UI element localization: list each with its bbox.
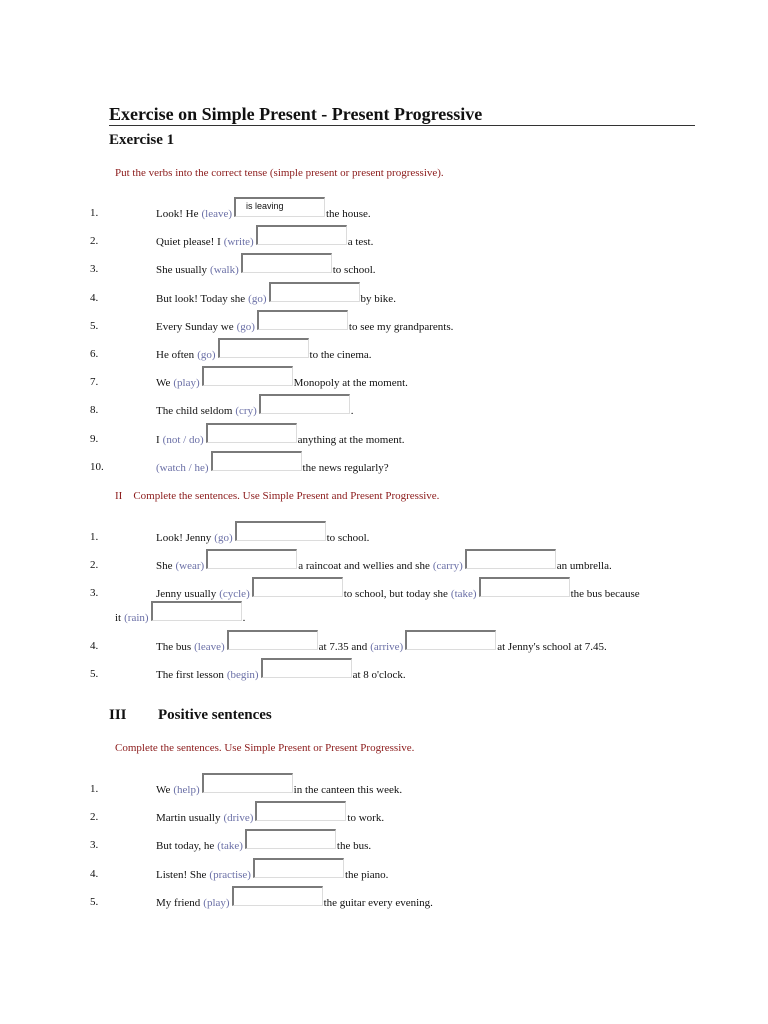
verb-hint: (practise) xyxy=(209,869,251,881)
sentence xyxy=(156,580,640,600)
verb-hint: (take) xyxy=(450,588,477,600)
item-number: 8. xyxy=(90,404,99,416)
sentence-text: Monopoly at the moment. xyxy=(293,377,408,389)
verb-hint: (begin) xyxy=(226,669,259,681)
sentence xyxy=(156,369,408,389)
sentence xyxy=(156,524,369,544)
sentence-text: But look! Today she xyxy=(156,293,246,305)
verb-hint: (play) xyxy=(203,897,230,909)
sentence-text: The bus xyxy=(156,641,192,653)
sentence-text: the piano. xyxy=(344,869,389,881)
item-number: 3. xyxy=(90,839,99,851)
title-underline xyxy=(109,125,695,126)
sentence-text: an umbrella. xyxy=(556,560,612,572)
exercise-2-instruction: II Complete the sentences. Use Simple Present and Present Progressive. xyxy=(115,490,440,502)
ex3-item-3 xyxy=(0,832,768,852)
verb-hint: (not / do) xyxy=(162,434,204,446)
sentence-text: to school, but today she xyxy=(343,588,448,600)
ex2-item-2 xyxy=(0,552,768,572)
sentence-text: to see my grandparents. xyxy=(348,321,454,333)
sentence-text: We xyxy=(156,377,171,389)
ex1-item-7 xyxy=(0,369,768,389)
answer-input[interactable] xyxy=(211,451,302,471)
item-number: 3. xyxy=(90,587,99,599)
answer-input[interactable] xyxy=(257,310,348,330)
ex1-item-3 xyxy=(0,256,768,276)
sentence-text: Every Sunday we xyxy=(156,321,234,333)
ex2-item-5 xyxy=(0,661,768,681)
sentence-text: Jenny usually xyxy=(156,588,217,600)
item-number: 2. xyxy=(90,235,99,247)
sentence xyxy=(156,633,607,653)
item-number: 5. xyxy=(90,320,99,332)
ex2-item-1 xyxy=(0,524,768,544)
answer-input[interactable] xyxy=(151,601,242,621)
verb-hint: (walk) xyxy=(210,264,239,276)
item-number: 2. xyxy=(90,811,99,823)
answer-input[interactable] xyxy=(232,886,323,906)
verb-hint: (drive) xyxy=(223,812,254,824)
answer-input[interactable] xyxy=(269,282,360,302)
sentence-text: Quiet please! I xyxy=(156,236,221,248)
answer-input[interactable] xyxy=(253,858,344,878)
verb-hint: (arrive) xyxy=(370,641,404,653)
verb-hint: (carry) xyxy=(432,560,463,572)
sentence xyxy=(156,256,376,276)
sentence xyxy=(156,200,371,220)
item-number: 4. xyxy=(90,292,99,304)
sentence-text: He often xyxy=(156,349,195,361)
answer-input[interactable] xyxy=(235,521,326,541)
sentence-text: But today, he xyxy=(156,840,215,852)
answer-input[interactable] xyxy=(245,829,336,849)
answer-input[interactable] xyxy=(405,630,496,650)
sentence-text: We xyxy=(156,784,171,796)
ex2-item-3 xyxy=(0,580,768,600)
answer-input[interactable] xyxy=(479,577,570,597)
sentence-text: I xyxy=(156,434,160,446)
verb-hint: (write) xyxy=(223,236,254,248)
sentence-text: at Jenny's school at 7.45. xyxy=(497,641,607,653)
ex1-item-5 xyxy=(0,313,768,333)
item-number: 9. xyxy=(90,433,99,445)
sentence-text: a test. xyxy=(347,236,374,248)
sentence-text: the bus because xyxy=(570,588,640,600)
sentence-text: the bus. xyxy=(336,840,372,852)
exercise-1-instruction: Put the verbs into the correct tense (simple present or present progressive). xyxy=(115,167,444,179)
verb-hint: (go) xyxy=(236,321,255,333)
answer-input[interactable] xyxy=(241,253,332,273)
exercise-3-heading xyxy=(109,707,272,724)
ex1-item-1 xyxy=(0,200,768,220)
sentence-text: to school. xyxy=(332,264,376,276)
item-number: 5. xyxy=(90,668,99,680)
verb-hint: (play) xyxy=(173,377,200,389)
sentence xyxy=(156,313,453,333)
answer-input[interactable] xyxy=(261,658,352,678)
answer-input[interactable] xyxy=(202,773,293,793)
ex1-item-9 xyxy=(0,426,768,446)
exercise-1-heading: Exercise 1 xyxy=(109,132,175,148)
sentence-text: She usually xyxy=(156,264,208,276)
verb-hint: (leave) xyxy=(194,641,225,653)
sentence xyxy=(156,661,406,681)
verb-hint: (go) xyxy=(248,293,267,305)
ex1-item-10 xyxy=(0,454,768,474)
sentence-text: . xyxy=(242,612,246,624)
verb-hint: (take) xyxy=(217,840,243,852)
item-number: 5. xyxy=(90,896,99,908)
ex3-item-2 xyxy=(0,804,768,824)
verb-hint: (go) xyxy=(214,532,233,544)
sentence xyxy=(156,832,371,852)
sentence-text: Look! He xyxy=(156,208,199,220)
sentence-text: it xyxy=(115,612,122,624)
sentence-text: at 8 o'clock. xyxy=(352,669,406,681)
ex3-item-1 xyxy=(0,776,768,796)
sentence-text: the news regularly? xyxy=(302,462,389,474)
sentence-text: She xyxy=(156,560,173,572)
sentence xyxy=(156,889,433,909)
answer-input[interactable] xyxy=(218,338,309,358)
sentence-text: . xyxy=(350,405,354,417)
verb-hint: (wear) xyxy=(175,560,205,572)
verb-hint: (watch / he) xyxy=(156,462,209,474)
sentence-text: the house. xyxy=(326,208,371,220)
sentence-text: to work. xyxy=(347,812,385,824)
sentence xyxy=(156,861,388,881)
answer-input[interactable] xyxy=(259,394,350,414)
answer-input[interactable] xyxy=(252,577,343,597)
ex3-item-5 xyxy=(0,889,768,909)
verb-hint: (rain) xyxy=(124,612,149,624)
sentence xyxy=(156,228,373,248)
sentence xyxy=(156,804,384,824)
sentence-text: Listen! She xyxy=(156,869,207,881)
answer-input[interactable] xyxy=(256,225,347,245)
answer-input[interactable] xyxy=(465,549,556,569)
ex1-item-4 xyxy=(0,285,768,305)
sentence-text: at 7.35 and xyxy=(318,641,368,653)
sentence xyxy=(156,552,612,572)
sentence-text: The first lesson xyxy=(156,669,224,681)
answer-input[interactable]: is leaving xyxy=(234,197,325,217)
sentence-text: The child seldom xyxy=(156,405,233,417)
sentence-text: Martin usually xyxy=(156,812,221,824)
verb-hint: (help) xyxy=(173,784,200,796)
item-number: 2. xyxy=(90,559,99,571)
exercise-3-title: Positive sentences xyxy=(158,707,272,723)
sentence xyxy=(156,285,396,305)
sentence xyxy=(156,341,372,361)
page-title: Exercise on Simple Present - Present Progressive xyxy=(109,104,483,124)
answer-input[interactable] xyxy=(206,423,297,443)
item-number: 3. xyxy=(90,263,99,275)
sentence-text: Look! Jenny xyxy=(156,532,212,544)
ex1-item-8 xyxy=(0,397,768,417)
sentence-text: anything at the moment. xyxy=(297,434,405,446)
item-number: 1. xyxy=(90,207,99,219)
item-number: 4. xyxy=(90,640,99,652)
item-number: 7. xyxy=(90,376,99,388)
item-number: 4. xyxy=(90,868,99,880)
verb-hint: (leave) xyxy=(201,208,232,220)
sentence-text: a raincoat and wellies and she xyxy=(298,560,430,572)
item-number: 6. xyxy=(90,348,99,360)
exercise-3-instruction: Complete the sentences. Use Simple Present or Present Progressive. xyxy=(115,742,415,754)
verb-hint: (cycle) xyxy=(219,588,250,600)
ex2-item-3-continued xyxy=(0,604,768,624)
ex1-item-2 xyxy=(0,228,768,248)
answer-input[interactable] xyxy=(255,801,346,821)
sentence xyxy=(156,454,389,474)
answer-input[interactable] xyxy=(206,549,297,569)
sentence-text: the guitar every evening. xyxy=(323,897,433,909)
verb-hint: (cry) xyxy=(235,405,257,417)
ex1-item-6 xyxy=(0,341,768,361)
item-number: 1. xyxy=(90,531,99,543)
sentence-text: to school. xyxy=(326,532,370,544)
ex3-item-4 xyxy=(0,861,768,881)
sentence xyxy=(156,426,405,446)
item-number: 10. xyxy=(90,461,104,473)
answer-input[interactable] xyxy=(202,366,293,386)
item-number: 1. xyxy=(90,783,99,795)
sentence xyxy=(156,397,354,417)
sentence-text: by bike. xyxy=(360,293,396,305)
sentence-text: to the cinema. xyxy=(309,349,372,361)
answer-input[interactable] xyxy=(227,630,318,650)
sentence xyxy=(115,604,245,624)
sentence xyxy=(156,776,402,796)
sentence-text: My friend xyxy=(156,897,201,909)
ex2-item-4 xyxy=(0,633,768,653)
exercise-3-number: III xyxy=(109,707,127,723)
verb-hint: (go) xyxy=(197,349,216,361)
sentence-text: in the canteen this week. xyxy=(293,784,403,796)
